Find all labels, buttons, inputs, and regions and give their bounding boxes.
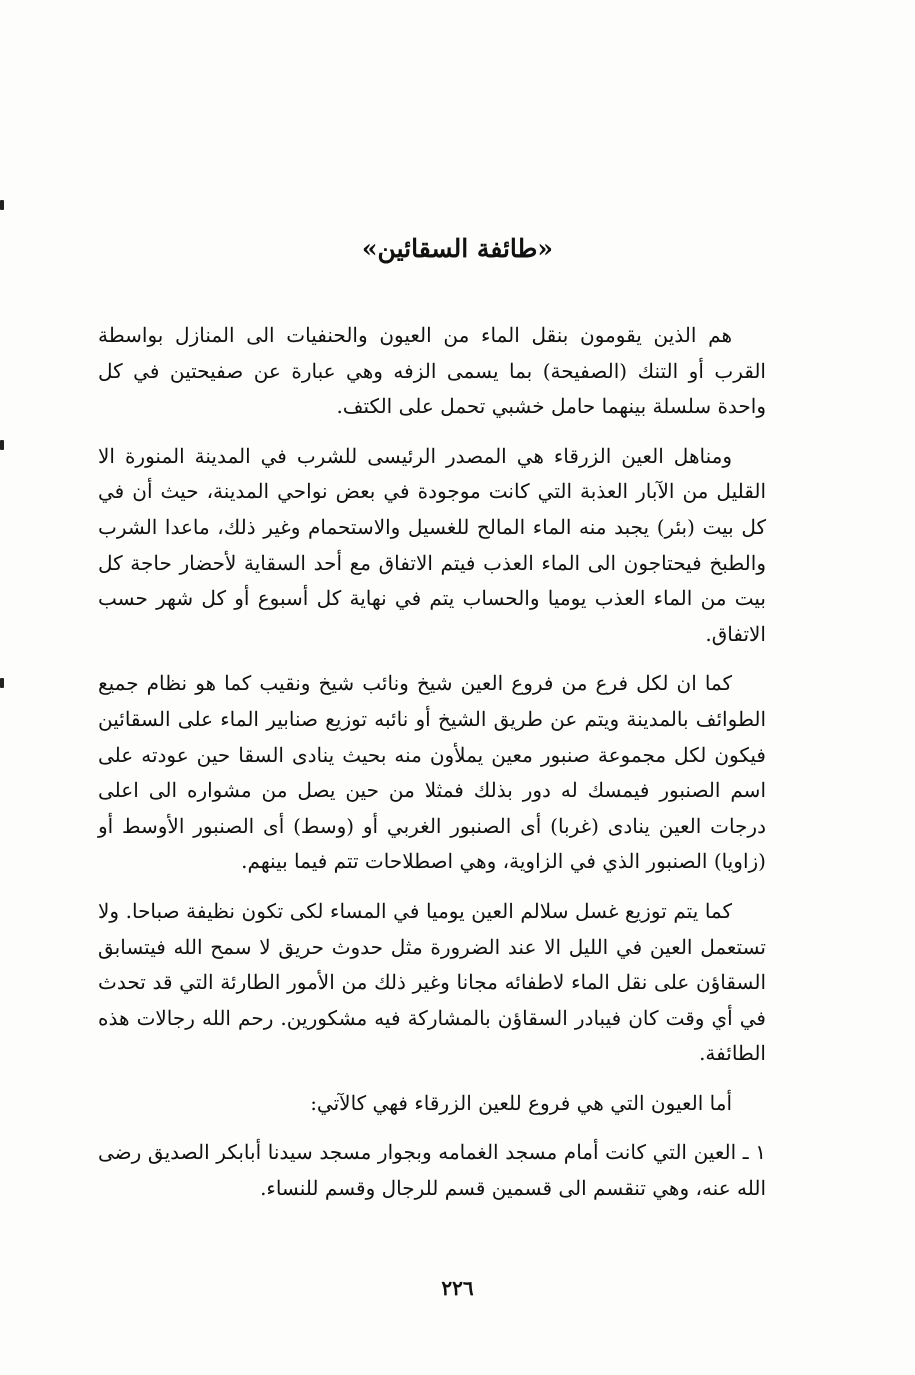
paragraph: كما يتم توزيع غسل سلالم العين يوميا في المساء لكى تكون نظيفة صباحا. ولا تستعمل العين في الليل الا عند الضرورة مثل حدوث حريق لا سمح الله فيتسابق السقاؤن على نقل الماء لاطفائه مجانا وغير ذلك من الأمور الطارئة التي قد تحدث في أي وقت كان فيبادر السقاؤن بالمشاركة فيه مشكورين. رحم الله رجالات هذه الطائفة. [98, 898, 766, 1066]
body-text [98, 318, 766, 1221]
list-item: ١ ـ العين التي كانت أمام مسجد الغمامه وبجوار مسجد سيدنا أبابكر الصديق رضى الله عنه، وهي تنقسم الى قسمين قسم للرجال وقسم للنساء. [98, 1140, 766, 1201]
paragraph: ومناهل العين الزرقاء هي المصدر الرئيسى للشرب في المدينة المنورة الا القليل من الآبار العذبة التي كانت موجودة في بعض نواحي المدينة، حيث أن في كل بيت (بئر) يجبد منه الماء المالح للغسيل والاستحمام وغير ذلك، ماعدا الشرب والطبخ فيحتاجون الى الماء العذب فيتم الاتفاق مع أحد السقاية لأحضار حاجة كل بيت من الماء العذب يوميا والحساب يتم في نهاية كل أسبوع أو كل شهر حسب الاتفاق. [98, 443, 766, 646]
paragraph: كما ان لكل فرع من فروع العين شيخ ونائب شيخ ونقيب كما هو نظام جميع الطوائف بالمدينة ويتم عن طريق الشيخ أو نائبه توزيع صنابير الماء على السقائين فيكون لكل مجموعة صنبور معين يملأون منه بحيث ينادى السقا حين عودته على اسم الصنبور فيمسك له دور بذلك فمثلا من حين يصل من مشواره الى اعلى درجات العين ينادى (غربا) أى الصنبور الغربي أو (وسط) أى الصنبور الأوسط أو (زاويا) الصنبور الذي في الزاوية، وهي اصطلاحات تتم فيما بينهم. [98, 671, 766, 874]
paragraph: أما العيون التي هي فروع للعين الزرقاء فهي كالآتي: [310, 1090, 732, 1115]
scan-edge-mark [0, 440, 4, 450]
page-number: ٢٢٦ [441, 1276, 474, 1300]
section-title: «طائفة السقائين» [361, 234, 554, 263]
paragraph: هم الذين يقومون بنقل الماء من العيون والحنفيات الى المنازل بواسطة القرب أو التنك (الصفيحة) بما يسمى الزفه وهي عبارة عن صفيحتين في كل واحدة سلسلة بينهما حامل خشبي تحمل على الكتف. [98, 323, 766, 419]
scan-edge-mark [0, 678, 4, 688]
scan-edge-mark [0, 200, 4, 210]
